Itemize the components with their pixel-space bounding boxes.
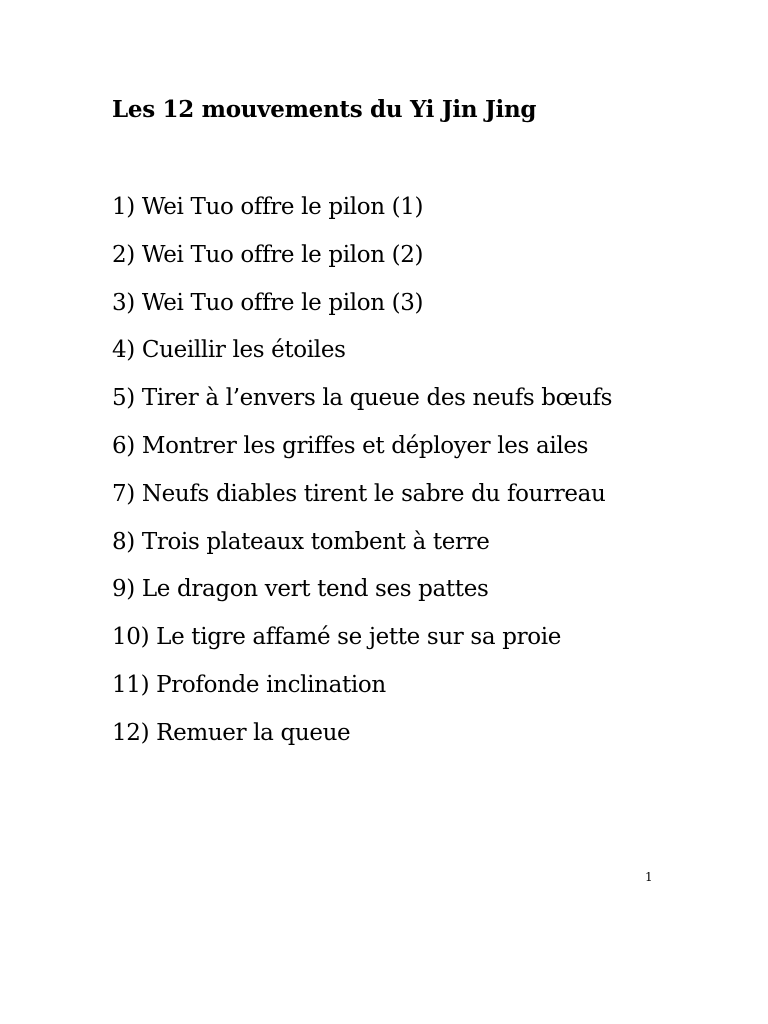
- page-number: 1: [645, 870, 653, 884]
- list-item: 7) Neufs diables tirent le sabre du fourreau: [112, 480, 606, 507]
- list-item: 11) Profonde inclination: [112, 671, 386, 698]
- document-title: Les 12 mouvements du Yi Jin Jing: [112, 96, 537, 123]
- list-item: 2) Wei Tuo offre le pilon (2): [112, 241, 424, 268]
- list-item: 9) Le dragon vert tend ses pattes: [112, 576, 489, 603]
- list-item: 4) Cueillir les étoiles: [112, 337, 346, 364]
- list-item: 1) Wei Tuo offre le pilon (1): [112, 194, 424, 220]
- list-item: 8) Trois plateaux tombent à terre: [112, 528, 490, 555]
- list-item: 10) Le tigre affamé se jette sur sa proie: [112, 624, 561, 651]
- list-item: 3) Wei Tuo offre le pilon (3): [112, 289, 424, 316]
- list-item: 6) Montrer les griffes et déployer les ailes: [112, 432, 589, 459]
- list-item: 12) Remuer la queue: [112, 719, 351, 746]
- movement-list: [112, 188, 612, 762]
- list-item: 5) Tirer à l’envers la queue des neufs bœufs: [112, 385, 613, 412]
